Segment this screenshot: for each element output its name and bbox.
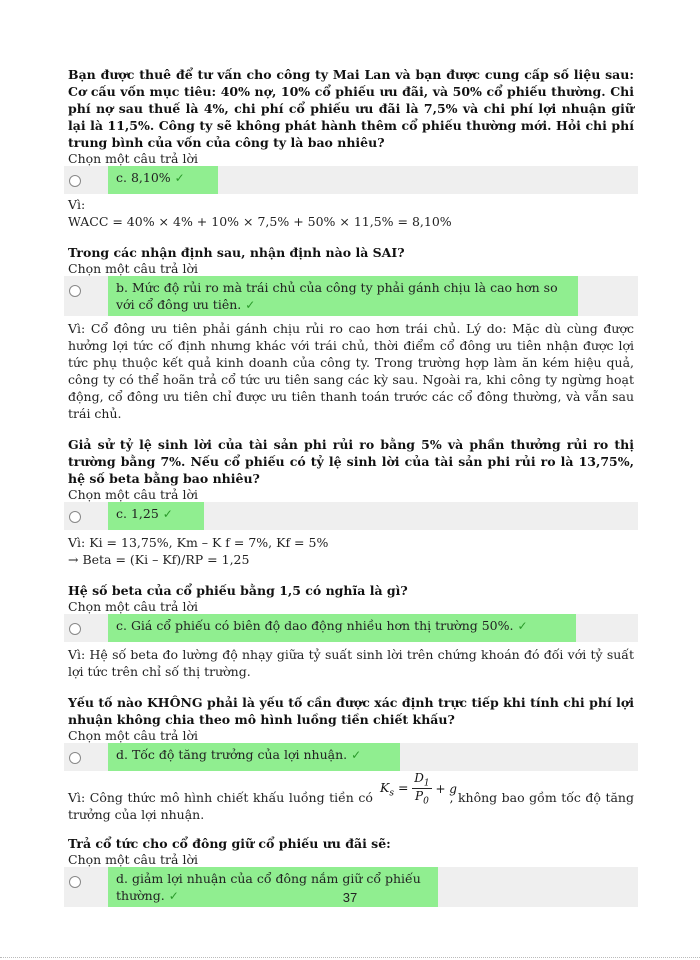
answer-prompt: Chọn một câu trả lời xyxy=(68,261,198,276)
check-icon: ✓ xyxy=(162,507,173,521)
document-page xyxy=(68,66,634,907)
explanation xyxy=(68,196,634,230)
answer-prompt: Chọn một câu trả lời xyxy=(68,599,198,614)
explain-label: Vì: xyxy=(68,790,86,805)
explain-label: Vì: xyxy=(68,535,86,550)
radio-button[interactable] xyxy=(69,876,81,888)
check-icon: ✓ xyxy=(174,171,185,185)
selected-answer[interactable] xyxy=(108,166,218,194)
radio-button[interactable] xyxy=(69,752,81,764)
explain-label: Vì: xyxy=(68,197,86,212)
explain-text: Cổ đông ưu tiên phải gánh chịu rủi ro cao hơn trái chủ. Lý do: Mặc dù cùng được hưởng lợi tức cố định nhưng khác với trái chủ, thời điểm cổ đông ưu tiên nhận được lợi tức phụ thuộc kết quả kinh doanh của công ty. Trong trường hợp làm ăn kém hiệu quả, công ty có thể hoãn trả cổ tức ưu tiên sang các kỳ sau. Ngoài ra, khi công ty ngừng hoạt động, cổ đông ưu tiên chỉ được ưu tiên thanh toán trước các cổ đông thường, và vẫn sau trái chủ. xyxy=(68,321,634,421)
explain-text: Hệ số beta đo lường độ nhạy giữa tỷ suất sinh lời trên chứng khoán đó đối với tỷ suất lợi tức trên chỉ số thị trường. xyxy=(68,647,634,679)
explain-text: WACC = 40% × 4% + 10% × 7,5% + 50% × 11,5% = 8,10% xyxy=(68,214,452,229)
explanation xyxy=(68,789,634,823)
question-text: Hệ số beta của cổ phiếu bằng 1,5 có nghĩa là gì? xyxy=(68,583,408,598)
question-4 xyxy=(68,582,634,680)
answer-row xyxy=(64,502,638,530)
question-1 xyxy=(68,66,634,230)
selected-answer[interactable] xyxy=(108,743,400,771)
explanation xyxy=(68,534,634,568)
answer-row xyxy=(64,166,638,194)
question-text: Giả sử tỷ lệ sinh lời của tài sản phi rủi ro bằng 5% và phần thưởng rủi ro thị trường bằng 7%. Nếu cổ phiếu có tỷ lệ sinh lời của tài sản phi rủi ro là 13,75%, hệ số beta bằng bao nhiêu? xyxy=(68,437,634,486)
formula: $K_s$ = $\frac{D_1}{P_0}$ + g xyxy=(380,771,457,807)
explain-text-continued: , không bao gồm tốc độ tăng trưởng của lợi nhuận. xyxy=(68,790,634,822)
answer-text: b. Mức độ rủi ro mà trái chủ của công ty phải gánh chịu là cao hơn so với cổ đông ưu tiên. xyxy=(116,280,558,312)
question-text: Bạn được thuê để tư vấn cho công ty Mai Lan và bạn được cung cấp số liệu sau: Cơ cấu vốn mục tiêu: 40% nợ, 10% cổ phiếu ưu đãi, và 50% cổ phiếu thường. Chi phí nợ sau thuế là 4%, chi phí cổ phiếu ưu đãi là 7,5% và chi phí lợi nhuận giữ lại là 11,5%. Công ty sẽ không phát hành thêm cổ phiếu thường mới. Hỏi chi phí trung bình của vốn của công ty là bao nhiêu? xyxy=(68,67,634,150)
answer-text: c. 8,10% xyxy=(116,170,171,185)
answer-text: c. Giá cổ phiếu có biên độ dao động nhiều hơn thị trường 50%. xyxy=(116,618,514,633)
explain-label: Vì: xyxy=(68,647,86,662)
answer-prompt: Chọn một câu trả lời xyxy=(68,151,198,166)
selected-answer[interactable] xyxy=(108,502,204,530)
answer-row xyxy=(64,743,638,771)
explain-label: Vì: xyxy=(68,321,86,336)
answer-row xyxy=(64,276,638,316)
answer-prompt: Chọn một câu trả lời xyxy=(68,728,198,743)
selected-answer[interactable] xyxy=(108,614,576,642)
question-3 xyxy=(68,436,634,568)
check-icon: ✓ xyxy=(351,748,362,762)
explain-text: Công thức mô hình chiết khấu luồng tiền có xyxy=(89,790,373,805)
radio-button[interactable] xyxy=(69,285,81,297)
question-text: Trong các nhận định sau, nhận định nào là SAI? xyxy=(68,245,405,260)
answer-text: d. Tốc độ tăng trưởng của lợi nhuận. xyxy=(116,747,348,762)
answer-prompt: Chọn một câu trả lời xyxy=(68,487,198,502)
question-5 xyxy=(68,694,634,822)
question-text: Trả cổ tức cho cổ đông giữ cổ phiếu ưu đãi sẽ: xyxy=(68,836,391,851)
radio-button[interactable] xyxy=(69,623,81,635)
question-text: Yếu tố nào KHÔNG phải là yếu tố cần được xác định trực tiếp khi tính chi phí lợi nhuận không chia theo mô hình luồng tiền chiết khấu? xyxy=(68,695,634,727)
formula-block xyxy=(68,771,634,822)
check-icon: ✓ xyxy=(517,619,528,633)
answer-prompt: Chọn một câu trả lời xyxy=(68,852,198,867)
explanation xyxy=(68,646,634,680)
check-icon: ✓ xyxy=(245,298,256,312)
explanation xyxy=(68,320,634,422)
answer-row xyxy=(64,614,638,642)
question-2 xyxy=(68,244,634,422)
explain-formula: → Beta = (Ki – Kf)/RP = 1,25 xyxy=(68,552,250,567)
answer-text: d. giảm lợi nhuận của cổ đông nắm giữ cổ phiếu thường. xyxy=(116,871,421,903)
selected-answer[interactable] xyxy=(108,276,578,316)
explain-text: Ki = 13,75%, Km – K f = 7%, Kf = 5% xyxy=(89,535,329,550)
check-icon: ✓ xyxy=(168,889,179,903)
radio-button[interactable] xyxy=(69,511,81,523)
page-number: 37 xyxy=(342,890,358,905)
answer-text: c. 1,25 xyxy=(116,506,159,521)
radio-button[interactable] xyxy=(69,175,81,187)
